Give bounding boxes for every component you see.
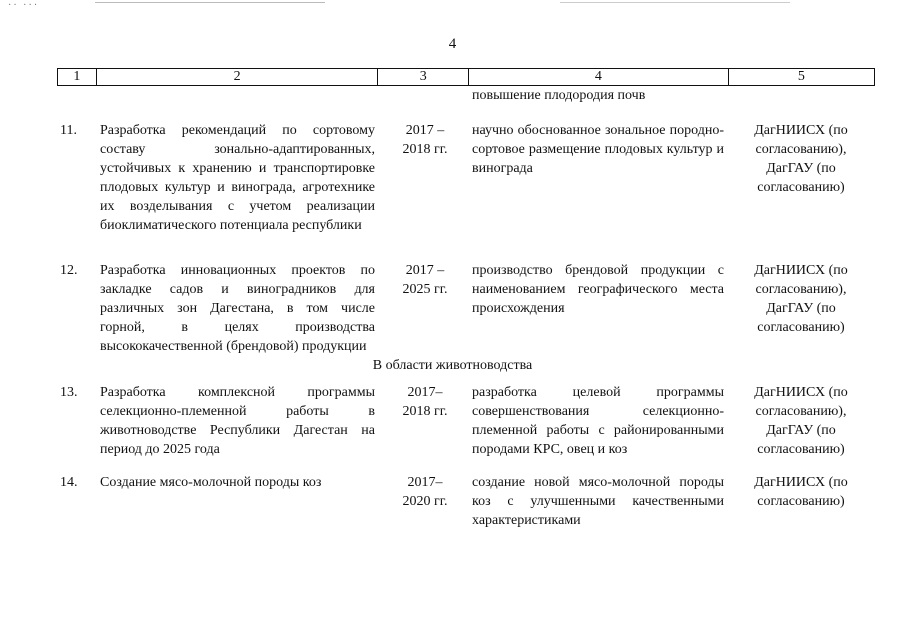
row-period: 2017– 2018 гг. — [402, 385, 448, 419]
row-result: создание новой мясо-молочной породы коз с улучшенными качественными характеристиками — [472, 475, 724, 528]
row-executors: ДагНИИСХ (по согласованию), ДагГАУ (по согласованию) — [754, 263, 848, 335]
continuation-text: повышение плодородия почв — [472, 88, 646, 103]
row-task: Разработка комплексной программы селекционно-племенной работы в животноводстве Республики Дагестан на период до 2025 года — [100, 385, 375, 457]
row-number: 13. — [60, 385, 78, 400]
row-task: Разработка рекомендаций по сортовому составу зонально-адаптированных, устойчивых к хранению и транспортировке плодовых культур и винограда, агротехнике их возделывания с учетом реализации биоклиматического потенциала республики — [100, 123, 375, 233]
row-task: Разработка инновационных проектов по закладке садов и виноградников для различных зон Дагестана, в том числе горной, в целях производства высококачественной (брендовой) продукции — [100, 263, 375, 354]
row-period: 2017 – 2025 гг. — [402, 263, 448, 297]
header-col-2: 2 — [96, 69, 378, 86]
header-col-4: 4 — [468, 69, 728, 86]
scan-edge-line — [560, 2, 790, 3]
row-result: научно обоснованное зональное породно-сортовое размещение плодовых культур и винограда — [472, 123, 724, 176]
header-col-3: 3 — [378, 69, 469, 86]
row-executors: ДагНИИСХ (по согласованию), ДагГАУ (по согласованию) — [754, 385, 848, 457]
row-number: 14. — [60, 475, 78, 490]
page-number: 4 — [448, 36, 457, 52]
row-period: 2017 – 2018 гг. — [402, 123, 448, 157]
column-number-header — [57, 68, 875, 86]
header-col-5: 5 — [728, 69, 874, 86]
scan-artifact: ·· ··· — [8, 0, 40, 11]
scan-edge-line — [95, 2, 325, 3]
row-result: разработка целевой программы совершенствования селекционно-племенной работы с районированными породами КРС, овец и коз — [472, 385, 724, 457]
row-number: 11. — [60, 123, 77, 138]
row-executors: ДагНИИСХ (по согласованию), ДагГАУ (по согласованию) — [754, 123, 848, 195]
section-heading: В области животноводства — [372, 358, 533, 373]
row-result: производство брендовой продукции с наименованием географического места происхождения — [472, 263, 724, 316]
header-col-1: 1 — [58, 69, 97, 86]
row-number: 12. — [60, 263, 78, 278]
row-executors: ДагНИИСХ (по согласованию) — [754, 475, 848, 509]
row-period: 2017– 2020 гг. — [402, 475, 448, 509]
row-task: Создание мясо-молочной породы коз — [100, 475, 322, 490]
